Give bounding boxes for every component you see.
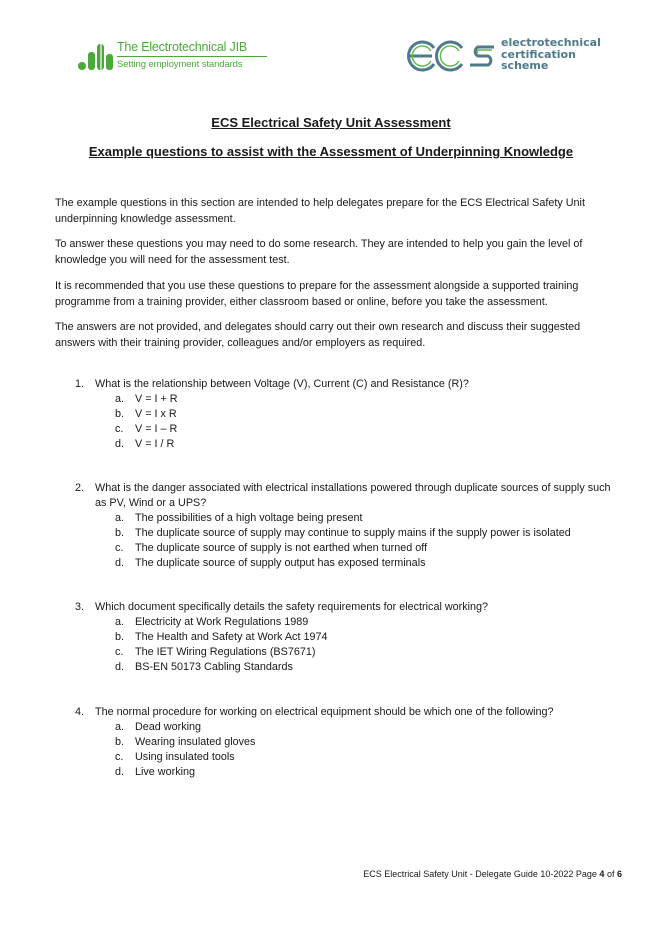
option-label: c. <box>115 542 124 554</box>
answer-option <box>75 645 620 660</box>
question-4 <box>75 705 620 780</box>
option-label: c. <box>115 751 124 763</box>
answer-option <box>75 437 620 452</box>
question-text: The normal procedure for working on electrical equipment should be which one of the following? <box>95 706 554 718</box>
answer-option <box>75 407 620 422</box>
answer-options <box>75 392 620 452</box>
ecs-logo-line1: electrotechnical <box>501 36 601 49</box>
option-label: a. <box>115 393 125 405</box>
option-label: d. <box>115 661 125 673</box>
intro-paragraph-2: To answer these questions you may need to do some research. They are intended to help you gain the level of knowledge you will need for the assessment test. <box>55 238 583 266</box>
answer-option <box>75 422 620 437</box>
answer-option <box>75 526 620 541</box>
option-label: a. <box>115 512 125 524</box>
intro-paragraph-3: It is recommended that you use these questions to prepare for the assessment alongside a supported training programme from a training provider, either classroom based or online, before you take the assessment. <box>55 280 579 308</box>
answer-option <box>75 735 620 750</box>
option-text: Dead working <box>135 721 202 733</box>
question-2 <box>75 481 620 571</box>
option-text: Live working <box>135 766 196 778</box>
answer-option <box>75 392 620 407</box>
page-subtitle: Example questions to assist with the Assessment of Underpinning Knowledge <box>88 144 574 159</box>
option-label: b. <box>115 736 125 748</box>
question-1 <box>75 377 620 452</box>
answer-options <box>75 511 620 571</box>
question-text: What is the danger associated with electrical installations powered through duplicate sources of supply such as PV, Wind or a UPS? <box>95 482 611 509</box>
answer-option <box>75 511 620 526</box>
intro-paragraph-4: The answers are not provided, and delegates should carry out their own research and discuss their suggested answers with their training provider, colleagues and/or employers as required. <box>55 321 581 349</box>
footer-page-current: 4 <box>599 869 605 879</box>
jib-logo-title: The Electrotechnical JIB <box>117 40 247 54</box>
ecs-logo-line3: scheme <box>501 59 549 72</box>
answer-option <box>75 720 620 735</box>
ecs-logo-mark-icon <box>404 38 498 74</box>
page-footer <box>363 869 622 879</box>
option-label: c. <box>115 646 124 658</box>
option-label: d. <box>115 557 125 569</box>
option-label: a. <box>115 721 125 733</box>
option-text: Electricity at Work Regulations 1989 <box>135 616 309 628</box>
question-number: 3. <box>75 601 85 613</box>
ecs-logo-line2: certification <box>501 47 576 61</box>
question-text: Which document specifically details the safety requirements for electrical working? <box>95 601 489 613</box>
answer-option <box>75 750 620 765</box>
option-label: b. <box>115 408 125 420</box>
option-text: The possibilities of a high voltage being present <box>135 512 363 524</box>
option-text: Using insulated tools <box>135 751 235 763</box>
answer-option <box>75 630 620 645</box>
option-text: Wearing insulated gloves <box>135 736 256 748</box>
page-title: ECS Electrical Safety Unit Assessment <box>211 115 451 130</box>
option-label: b. <box>115 527 125 539</box>
option-text: The duplicate source of supply output has exposed terminals <box>135 557 426 569</box>
option-label: d. <box>115 766 125 778</box>
footer-of: of <box>606 869 615 879</box>
option-label: d. <box>115 438 125 450</box>
jib-logo-mark-icon <box>78 40 118 72</box>
question-number: 2. <box>75 482 85 494</box>
question-number: 4. <box>75 706 85 718</box>
answer-option <box>75 765 620 780</box>
question-text: What is the relationship between Voltage (V), Current (C) and Resistance (R)? <box>95 378 469 390</box>
option-text: The Health and Safety at Work Act 1974 <box>135 631 328 643</box>
option-text: V = I / R <box>135 438 175 450</box>
jib-logo-tagline: Setting employment standards <box>117 59 243 70</box>
answer-option <box>75 660 620 675</box>
question-number: 1. <box>75 378 85 390</box>
option-text: BS-EN 50173 Cabling Standards <box>135 661 293 673</box>
option-text: The duplicate source of supply is not earthed when turned off <box>135 542 428 554</box>
option-text: V = I + R <box>135 393 178 405</box>
answer-options <box>75 615 620 675</box>
answer-option <box>75 541 620 556</box>
answer-options <box>75 720 620 780</box>
option-text: V = I x R <box>135 408 177 420</box>
option-label: a. <box>115 616 125 628</box>
option-label: b. <box>115 631 125 643</box>
footer-page-total: 6 <box>616 869 622 879</box>
jib-logo-rule <box>117 56 267 57</box>
option-text: V = I – R <box>135 423 178 435</box>
intro-paragraph-1: The example questions in this section are intended to help delegates prepare for the ECS Electrical Safety Unit underpinning knowledge assessment. <box>55 197 585 225</box>
answer-option <box>75 615 620 630</box>
answer-option <box>75 556 620 571</box>
option-text: The IET Wiring Regulations (BS7671) <box>135 646 316 658</box>
footer-text: ECS Electrical Safety Unit - Delegate Guide 10-2022 Page <box>363 869 597 879</box>
option-label: c. <box>115 423 124 435</box>
option-text: The duplicate source of supply may continue to supply mains if the supply power is isolated <box>135 527 571 539</box>
question-3 <box>75 600 620 675</box>
